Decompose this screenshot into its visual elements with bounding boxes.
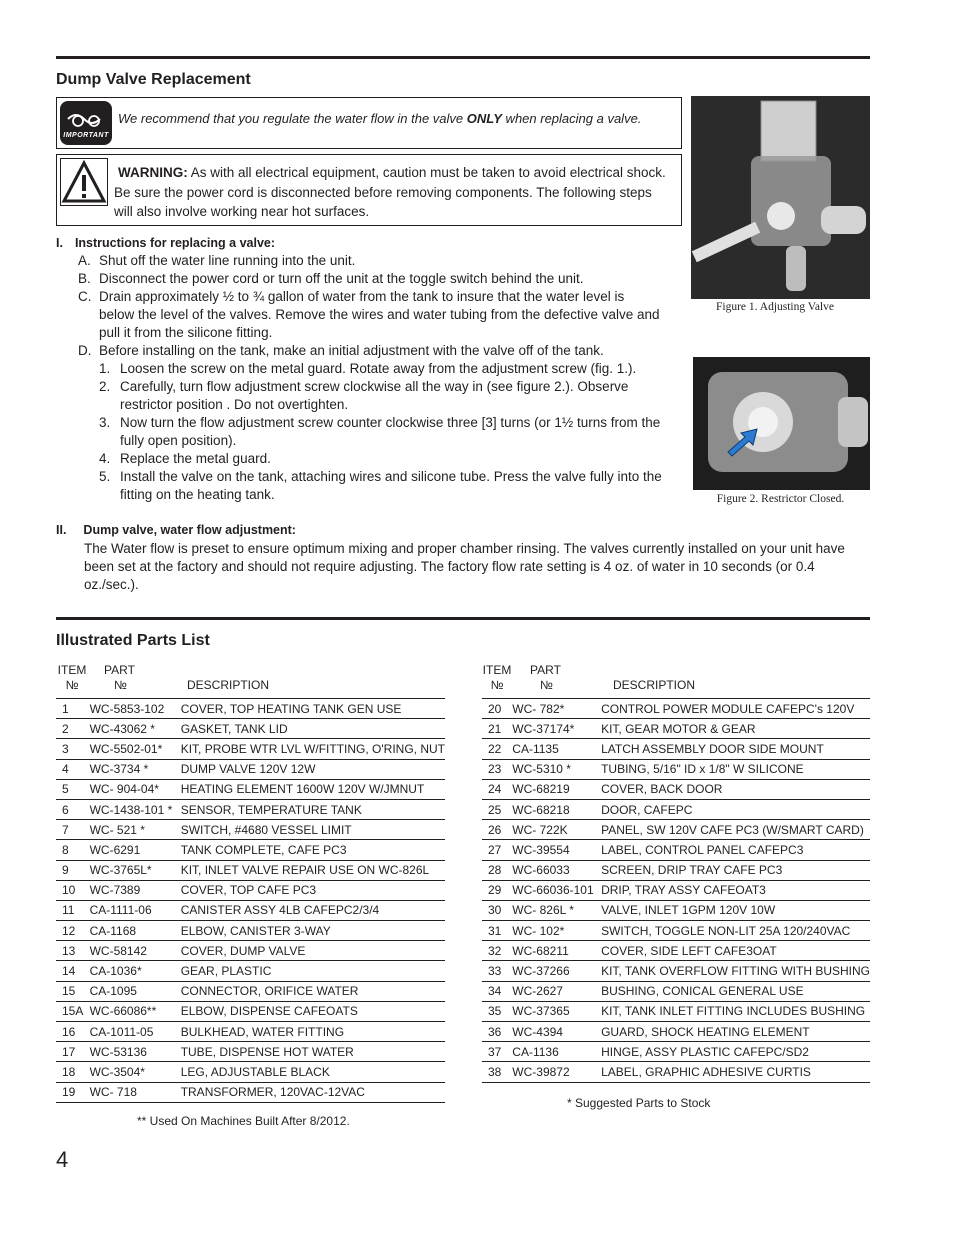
item-number: 20 xyxy=(482,699,512,719)
part-description: HINGE, ASSY PLASTIC CAFEPC/SD2 xyxy=(601,1042,870,1062)
part-description: GUARD, SHOCK HEATING ELEMENT xyxy=(601,1022,870,1042)
important-icon-label: IMPORTANT xyxy=(63,132,109,139)
important-icon xyxy=(60,101,112,150)
left-footnote: ** Used On Machines Built After 8/2012. xyxy=(137,1114,350,1128)
part-description: BULKHEAD, WATER FITTING xyxy=(181,1022,445,1042)
substep-3: 3. Now turn the flow adjustment screw counter clockwise three [3] turns (or 1½ turns from the fully open position). xyxy=(99,415,661,448)
part-number: WC- 722K xyxy=(512,820,601,840)
part-description: SENSOR, TEMPERATURE TANK xyxy=(181,799,445,819)
part-description: COVER, SIDE LEFT CAFE3OAT xyxy=(601,941,870,961)
part-number: WC-66086** xyxy=(90,1001,181,1021)
part-description: KIT, TANK INLET FITTING INCLUDES BUSHING xyxy=(601,1001,870,1021)
part-number: WC- 904-04* xyxy=(90,779,181,799)
table-row xyxy=(56,961,445,981)
table-row xyxy=(56,900,445,920)
left-header-part: PART № xyxy=(104,663,135,692)
item-number: 23 xyxy=(482,759,512,779)
item-number: 21 xyxy=(482,719,512,739)
table-row xyxy=(482,840,870,860)
left-header-item: ITEM № xyxy=(57,663,87,692)
left-header-description: DESCRIPTION xyxy=(187,678,270,692)
parts-table-right xyxy=(482,698,870,1083)
warning-icon xyxy=(60,158,108,206)
right-header-part: PART № xyxy=(530,663,561,692)
table-row xyxy=(482,981,870,1001)
instructions-heading: I. Instructions for replacing a valve: xyxy=(56,236,276,250)
item-number: 28 xyxy=(482,860,512,880)
parts-table-left xyxy=(56,698,445,1103)
table-row xyxy=(482,799,870,819)
part-description: LEG, ADJUSTABLE BLACK xyxy=(181,1062,445,1082)
part-number: WC- 521 * xyxy=(90,820,181,840)
table-row xyxy=(56,941,445,961)
table-row xyxy=(56,799,445,819)
part-description: DRIP, TRAY ASSY CAFEOAT3 xyxy=(601,880,870,900)
table-row xyxy=(482,820,870,840)
part-description: KIT, GEAR MOTOR & GEAR xyxy=(601,719,870,739)
figure1-photo xyxy=(691,96,870,299)
item-number: 1 xyxy=(56,699,90,719)
item-number: 4 xyxy=(56,759,90,779)
part-number: WC-68218 xyxy=(512,799,601,819)
instructions-list xyxy=(78,252,662,504)
adjustment-heading: II. Dump valve, water flow adjustment: xyxy=(56,523,296,537)
right-header-item: ITEM № xyxy=(482,663,512,692)
table-row xyxy=(56,820,445,840)
part-number: CA-1036* xyxy=(90,961,181,981)
important-text: We recommend that you regulate the water flow in the valve ONLY when replacing a valve. xyxy=(118,111,642,126)
part-description: DOOR, CAFEPC xyxy=(601,799,870,819)
page-number: 4 xyxy=(56,1147,69,1172)
table-row xyxy=(56,921,445,941)
part-description: DUMP VALVE 120V 12W xyxy=(181,759,445,779)
part-description: ELBOW, CANISTER 3-WAY xyxy=(181,921,445,941)
part-number: WC-5310 * xyxy=(512,759,601,779)
right-header-description: DESCRIPTION xyxy=(613,678,696,692)
part-number: CA-1136 xyxy=(512,1042,601,1062)
part-description: TUBE, DISPENSE HOT WATER xyxy=(181,1042,445,1062)
part-description: LABEL, GRAPHIC ADHESIVE CURTIS xyxy=(601,1062,870,1082)
part-description: VALVE, INLET 1GPM 120V 10W xyxy=(601,900,870,920)
item-number: 8 xyxy=(56,840,90,860)
step-b: B. Disconnect the power cord or turn off the unit at the toggle switch behind the unit. xyxy=(78,271,584,286)
table-row xyxy=(56,1042,445,1062)
part-number: WC-1438-101 * xyxy=(90,799,181,819)
part-number: WC- 826L * xyxy=(512,900,601,920)
part-number: WC-2627 xyxy=(512,981,601,1001)
part-number: CA-1135 xyxy=(512,739,601,759)
step-c: C. Drain approximately ½ to ¾ gallon of water from the tank to insure that the water level is below the level of the valves. Remove the wires and water tubing from the defective valve and pull it from the silicone fitting. xyxy=(78,289,660,340)
part-number: CA-1011-05 xyxy=(90,1022,181,1042)
table-row xyxy=(482,1042,870,1062)
table-row xyxy=(56,981,445,1001)
part-number: CA-1111-06 xyxy=(90,900,181,920)
part-description: CONNECTOR, ORIFICE WATER xyxy=(181,981,445,1001)
item-number: 5 xyxy=(56,779,90,799)
item-number: 37 xyxy=(482,1042,512,1062)
part-description: SCREEN, DRIP TRAY CAFE PC3 xyxy=(601,860,870,880)
item-number: 36 xyxy=(482,1022,512,1042)
table-row xyxy=(56,1082,445,1102)
item-number: 15 xyxy=(56,981,90,1001)
part-description: TANK COMPLETE, CAFE PC3 xyxy=(181,840,445,860)
table-row xyxy=(482,880,870,900)
substep-5: 5. Install the valve on the tank, attaching wires and silicone tube. Press the valve fully into the fitting on the heating tank. xyxy=(99,469,662,502)
substep-4: 4. Replace the metal guard. xyxy=(99,451,271,466)
part-number: WC-37266 xyxy=(512,961,601,981)
item-number: 14 xyxy=(56,961,90,981)
part-number: WC-58142 xyxy=(90,941,181,961)
substeps-list xyxy=(78,360,662,504)
part-number: WC-3765L* xyxy=(90,860,181,880)
top-rule xyxy=(56,56,870,59)
part-number: WC-53136 xyxy=(90,1042,181,1062)
item-number: 26 xyxy=(482,820,512,840)
table-row xyxy=(482,941,870,961)
table-row xyxy=(482,1062,870,1082)
adjustment-text: The Water flow is preset to ensure optimum mixing and proper chamber rinsing. The valves currently installed on your unit have been set at the factory and should not require adjusting. The factory flow rate setting is 4 oz. of water in 10 seconds (or 0.4 oz./sec.). xyxy=(84,541,845,592)
substep-1: 1. Loosen the screw on the metal guard. Rotate away from the adjustment screw (fig. 1.). xyxy=(99,361,637,376)
part-number: WC-39872 xyxy=(512,1062,601,1082)
part-description: HEATING ELEMENT 1600W 120V W/JMNUT xyxy=(181,779,445,799)
part-number: WC-66036-101 xyxy=(512,880,601,900)
part-number: WC-5853-102 xyxy=(90,699,181,719)
part-description: TUBING, 5/16" ID x 1/8" W SILICONE xyxy=(601,759,870,779)
item-number: 30 xyxy=(482,900,512,920)
part-number: WC-5502-01* xyxy=(90,739,181,759)
part-number: WC-3504* xyxy=(90,1062,181,1082)
table-row xyxy=(482,759,870,779)
item-number: 6 xyxy=(56,799,90,819)
part-number: WC-43062 * xyxy=(90,719,181,739)
item-number: 13 xyxy=(56,941,90,961)
part-description: COVER, BACK DOOR xyxy=(601,779,870,799)
table-row xyxy=(482,719,870,739)
item-number: 25 xyxy=(482,799,512,819)
item-number: 10 xyxy=(56,880,90,900)
warning-text: WARNING: As with all electrical equipment, caution must be taken to avoid electrical shock. Be sure the power cord is disconnected before removing components. The following steps will also involve working near hot surfaces. xyxy=(114,165,666,219)
item-number: 32 xyxy=(482,941,512,961)
item-number: 9 xyxy=(56,860,90,880)
step-a: A. Shut off the water line running into the unit. xyxy=(78,253,356,268)
part-description: KIT, TANK OVERFLOW FITTING WITH BUSHING xyxy=(601,961,870,981)
part-description: PANEL, SW 120V CAFE PC3 (W/SMART CARD) xyxy=(601,820,870,840)
figure1-caption: Figure 1. Adjusting Valve xyxy=(716,301,834,313)
item-number: 24 xyxy=(482,779,512,799)
part-description: ELBOW, DISPENSE CAFEOATS xyxy=(181,1001,445,1021)
item-number: 29 xyxy=(482,880,512,900)
part-description: LATCH ASSEMBLY DOOR SIDE MOUNT xyxy=(601,739,870,759)
item-number: 17 xyxy=(56,1042,90,1062)
part-number: CA-1095 xyxy=(90,981,181,1001)
part-description: GEAR, PLASTIC xyxy=(181,961,445,981)
item-number: 3 xyxy=(56,739,90,759)
part-number: WC-68211 xyxy=(512,941,601,961)
item-number: 16 xyxy=(56,1022,90,1042)
table-row xyxy=(482,900,870,920)
item-number: 19 xyxy=(56,1082,90,1102)
item-number: 15A xyxy=(56,1001,90,1021)
part-description: COVER, TOP HEATING TANK GEN USE xyxy=(181,699,445,719)
part-number: WC- 718 xyxy=(90,1082,181,1102)
section-title-parts-list: Illustrated Parts List xyxy=(56,632,210,649)
part-number: WC- 102* xyxy=(512,921,601,941)
table-row xyxy=(482,1022,870,1042)
part-description: SWITCH, TOGGLE NON-LIT 25A 120/240VAC xyxy=(601,921,870,941)
part-description: KIT, PROBE WTR LVL W/FITTING, O'RING, NUT xyxy=(181,739,445,759)
part-number: WC- 782* xyxy=(512,699,601,719)
item-number: 2 xyxy=(56,719,90,739)
table-row xyxy=(56,779,445,799)
part-description: COVER, TOP CAFE PC3 xyxy=(181,880,445,900)
part-description: SWITCH, #4680 VESSEL LIMIT xyxy=(181,820,445,840)
item-number: 33 xyxy=(482,961,512,981)
part-description: CANISTER ASSY 4LB CAFEPC2/3/4 xyxy=(181,900,445,920)
table-row xyxy=(56,880,445,900)
table-row xyxy=(56,699,445,719)
item-number: 31 xyxy=(482,921,512,941)
table-row xyxy=(56,739,445,759)
part-description: KIT, INLET VALVE REPAIR USE ON WC-826L xyxy=(181,860,445,880)
item-number: 27 xyxy=(482,840,512,860)
figure2-caption: Figure 2. Restrictor Closed. xyxy=(716,493,845,505)
table-row xyxy=(482,739,870,759)
part-number: WC-3734 * xyxy=(90,759,181,779)
item-number: 18 xyxy=(56,1062,90,1082)
item-number: 35 xyxy=(482,1001,512,1021)
table-row xyxy=(56,840,445,860)
item-number: 7 xyxy=(56,820,90,840)
table-row xyxy=(482,1001,870,1021)
part-number: WC-66033 xyxy=(512,860,601,880)
table-row xyxy=(56,719,445,739)
table-row xyxy=(482,779,870,799)
middle-rule xyxy=(56,617,870,620)
item-number: 11 xyxy=(56,900,90,920)
substep-2: 2. Carefully, turn flow adjustment screw clockwise all the way in (see figure 2.). Observe restrictor position . Do not overtighten. xyxy=(99,379,629,412)
table-row xyxy=(56,1022,445,1042)
table-row xyxy=(482,699,870,719)
table-row xyxy=(56,1001,445,1021)
part-number: WC-68219 xyxy=(512,779,601,799)
part-description: LABEL, CONTROL PANEL CAFEPC3 xyxy=(601,840,870,860)
table-row xyxy=(56,860,445,880)
table-row xyxy=(482,961,870,981)
section-title-dump-valve: Dump Valve Replacement xyxy=(56,71,251,88)
part-number: WC-37174* xyxy=(512,719,601,739)
part-description: COVER, DUMP VALVE xyxy=(181,941,445,961)
part-number: WC-37365 xyxy=(512,1001,601,1021)
part-number: WC-4394 xyxy=(512,1022,601,1042)
figure2-photo xyxy=(693,357,870,490)
part-description: CONTROL POWER MODULE CAFEPC's 120V xyxy=(601,699,870,719)
table-row xyxy=(56,1062,445,1082)
part-description: TRANSFORMER, 120VAC-12VAC xyxy=(181,1082,445,1102)
part-number: CA-1168 xyxy=(90,921,181,941)
part-number: WC-7389 xyxy=(90,880,181,900)
part-description: BUSHING, CONICAL GENERAL USE xyxy=(601,981,870,1001)
table-row xyxy=(482,921,870,941)
item-number: 38 xyxy=(482,1062,512,1082)
right-footnote: * Suggested Parts to Stock xyxy=(567,1096,711,1110)
table-row xyxy=(56,759,445,779)
part-number: WC-6291 xyxy=(90,840,181,860)
item-number: 34 xyxy=(482,981,512,1001)
step-d: D. Before installing on the tank, make an initial adjustment with the valve off of the tank. xyxy=(78,343,604,358)
table-row xyxy=(482,860,870,880)
part-description: GASKET, TANK LID xyxy=(181,719,445,739)
part-number: WC-39554 xyxy=(512,840,601,860)
item-number: 12 xyxy=(56,921,90,941)
item-number: 22 xyxy=(482,739,512,759)
